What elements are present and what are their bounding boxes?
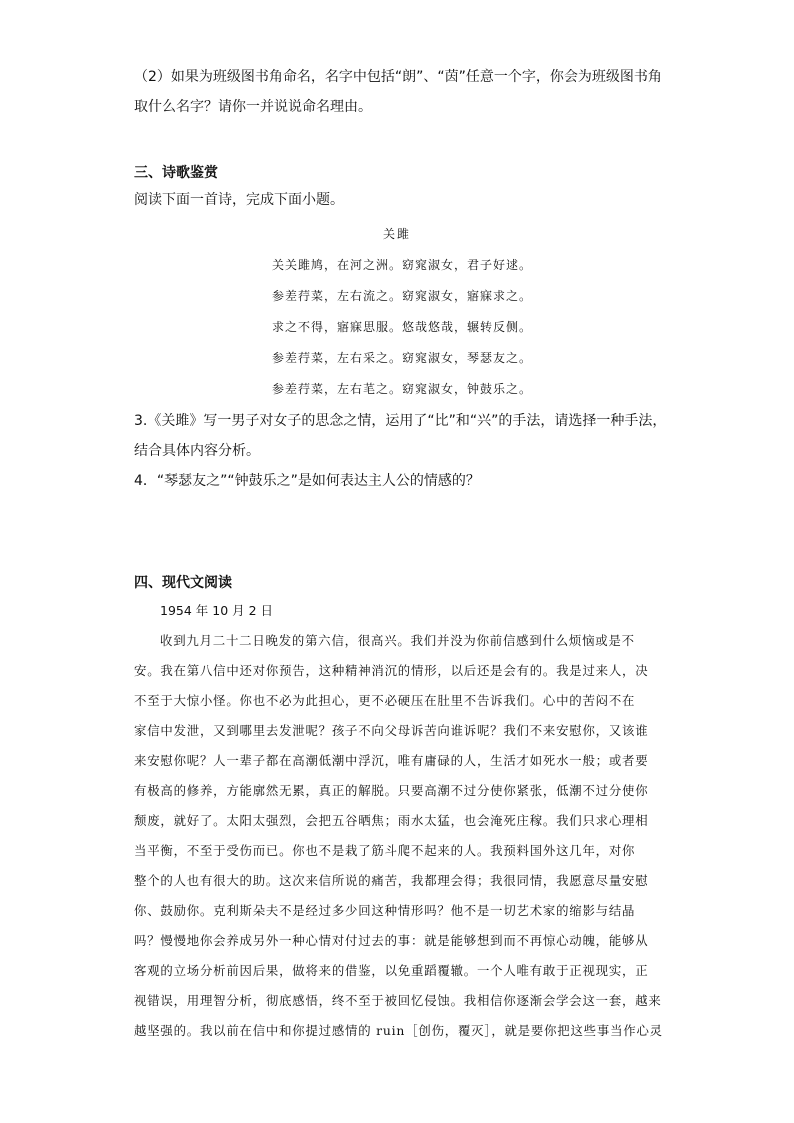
section-3-heading: 三、诗歌鉴赏 — [134, 165, 218, 181]
letter-date: 1954 年 10 月 2 日 — [160, 603, 274, 618]
letter-body-line: 来安慰你呢？人一辈子都在高潮低潮中浮沉，唯有庸碌的人，生活才如死水一般；或者要 — [134, 753, 649, 768]
letter-body-line: 客观的立场分析前因后果，做将来的借鉴，以免重蹈覆辙。一个人唯有敢于正视现实，正 — [134, 963, 649, 978]
letter-body-line: 不至于大惊小怪。你也不必为此担心，更不必硬压在肚里不告诉我们。心中的苦闷不在 — [134, 693, 636, 708]
letter-body-line: 整个的人也有很大的助。这次来信所说的痛苦，我都理会得；我很同情，我愿意尽量安慰 — [134, 873, 649, 888]
poem-line: 求之不得，寤寐思服。悠哉悠哉，辗转反侧。 — [272, 320, 533, 334]
poem-line: 参差荇菜，左右采之。窈窕淑女，琴瑟友之。 — [272, 351, 533, 365]
question-4: 4．“琴瑟友之”“钟鼓乐之”是如何表达主人公的情感的？ — [134, 473, 480, 489]
poem-line: 参差荇菜，左右芼之。窈窕淑女，钟鼓乐之。 — [272, 382, 533, 396]
letter-body-line: 吗？慢慢地你会养成另外一种心情对付过去的事：就是能够想到而不再惊心动魄，能够从 — [134, 933, 649, 948]
poem-title: 关雎 — [382, 227, 411, 241]
letter-body-line: 当平衡，不至于受伤而已。你也不是栽了筋斗爬不起来的人。我预料国外这几年，对你 — [134, 843, 636, 858]
letter-body-line: 安。我在第八信中还对你预告，这种精神消沉的情形，以后还是会有的。我是过来人，决 — [134, 663, 649, 678]
question-3-line-1: 3.《关雎》写一男子对女子的思念之情，运用了“比”和“兴”的手法，请选择一种手法， — [134, 413, 667, 429]
question-3-line-2: 结合具体内容分析。 — [134, 443, 260, 459]
section-4-heading: 四、现代文阅读 — [134, 575, 232, 591]
letter-body-line: 收到九月二十二日晚发的第六信，很高兴。我们并没为你前信感到什么烦恼或是不 — [160, 633, 635, 648]
letter-body-line: 颓废，就好了。太阳太强烈，会把五谷晒焦；雨水太猛，也会淹死庄稼。我们只求心理相 — [134, 813, 649, 828]
letter-body-line: 视错误，用理智分析，彻底感悟，终不至于被回忆侵蚀。我相信你逐渐会学会这一套，越来 — [134, 993, 662, 1008]
letter-body-line: 越坚强的。我以前在信中和你提过感情的 ruin［创伤，覆灭］，就是要你把这些事当作心灵 — [134, 1023, 663, 1038]
question-2-line-2: 取什么名字？请你一并说说命名理由。 — [134, 99, 372, 115]
letter-body-line: 有极高的修养，方能廓然无累，真正的解脱。只要高潮不过分使你紧张，低潮不过分使你 — [134, 783, 649, 798]
question-2-line-1: （2）如果为班级图书角命名，名字中包括“朗”、“茵”任意一个字，你会为班级图书角 — [134, 69, 662, 85]
poem-line: 参差荇菜，左右流之。窈窕淑女，寤寐求之。 — [272, 289, 533, 303]
section-3-intro: 阅读下面一首诗，完成下面小题。 — [134, 192, 344, 208]
letter-body-line: 你、鼓励你。克利斯朵夫不是经过多少回这种情形吗？他不是一切艺术家的缩影与结晶 — [134, 903, 636, 918]
letter-body-line: 家信中发泄，又到哪里去发泄呢？孩子不向父母诉苦向谁诉呢？我们不来安慰你，又该谁 — [134, 723, 649, 738]
poem-line: 关关雎鸠，在河之洲。窈窕淑女，君子好逑。 — [272, 258, 533, 272]
